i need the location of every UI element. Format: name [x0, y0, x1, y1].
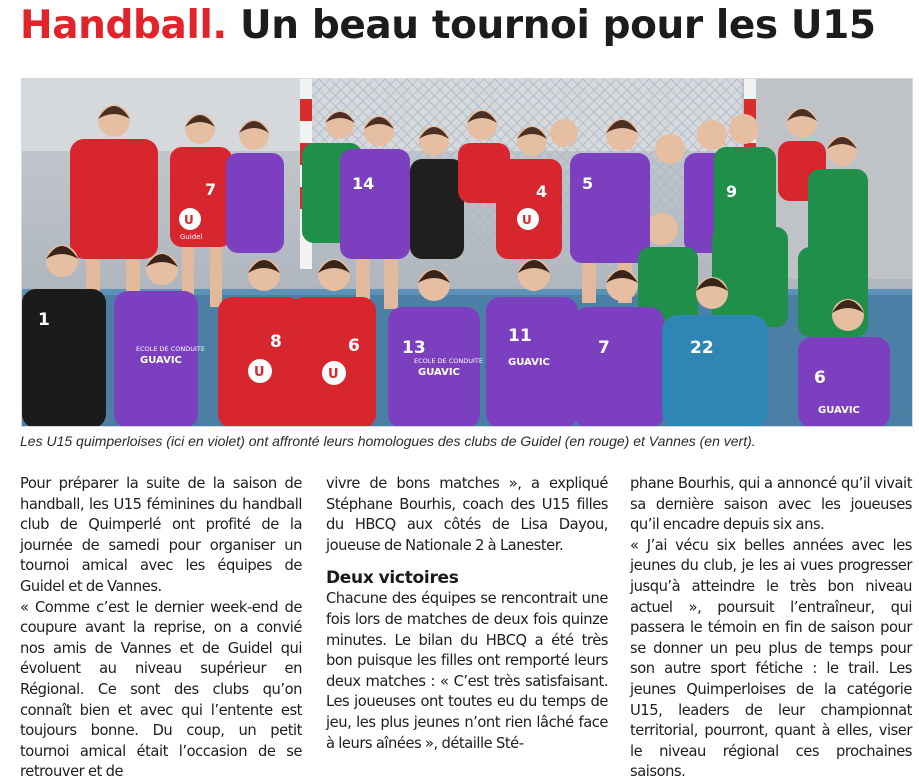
svg-text:U: U — [328, 367, 339, 382]
jersey-number: 22 — [690, 338, 714, 358]
article-column-3 — [630, 474, 912, 783]
jersey-school: ECOLE DE CONDUITE — [414, 357, 484, 365]
headline-kicker: Handball. — [20, 3, 227, 48]
body-paragraph: « J’ai vécu six belles années avec les jeunes du club, je les ai vues progresser jusqu’à atteindre le très bon niveau actuel », poursuit l’entraîneur, qui passera le témoin en fin de saison pour se donner un peu plus de temps pour son autre sport fétiche : le trail. Les jeunes Quimperloises de la catégorie U15, leaders de leur championnat territorial, pourront, quant à elles, viser le niveau régional ces prochaines saisons. — [630, 536, 912, 781]
svg-text:U: U — [254, 365, 265, 380]
body-paragraph: Chacune des équipes se rencontrait une fois lors de matches de deux fois quinze minutes. Le bilan du HBCQ a été très bon puisque les filles ont remporté leurs deux matches : « C’est très satisfaisant. Les joueuses ont toutes eu du temps de jeu, les plus jeunes n’ont rien lâché face à leurs aînées », détaille Sté- — [326, 590, 608, 752]
body-paragraph: phane Bourhis, qui a annoncé qu’il vivait sa dernière saison avec les joueuses qu’il encadre depuis six ans. — [630, 475, 912, 534]
article-column-1 — [20, 474, 302, 783]
jersey-number: 6 — [814, 368, 826, 388]
jersey-school: ECOLE DE CONDUITE — [136, 345, 206, 353]
jersey-sponsor: GUAVIC — [818, 405, 860, 416]
jersey-number: 11 — [508, 326, 532, 346]
body-paragraph: vivre de bons matches », a expliqué Stéphane Bourhis, coach des U15 filles du HBCQ aux côtés de Lisa Dayou, joueuse de Nationale 2 à Lanester. — [326, 475, 608, 554]
jersey-number: 9 — [726, 182, 738, 201]
jersey-number: 6 — [348, 336, 360, 356]
jersey-sponsor: GUAVIC — [508, 357, 550, 368]
jersey-number: 4 — [536, 182, 548, 201]
jersey-sponsor: GUAVIC — [140, 355, 182, 366]
photo-caption: Les U15 quimperloises (ici en violet) ont affronté leurs homologues des clubs de Guidel (en rouge) et Vannes (en vert). — [20, 433, 756, 449]
body-paragraph: « Comme c’est le dernier week-end de coupure avant la reprise, on a convié nos amis de Vannes et de Guidel qui évoluent au niveau supérieur en Régional. Ce sont des clubs qu’on connaît bien et avec qui l’entente est toujours bonne. Du coup, un petit tournoi amical était l’occasion de se retrouver et de — [20, 598, 302, 781]
article-column-2 — [326, 474, 608, 754]
jersey-number: 7 — [598, 338, 610, 358]
jersey-number: 1 — [38, 310, 50, 330]
jersey-number: 8 — [270, 332, 282, 352]
headline-title: Un beau tournoi pour les U15 — [240, 3, 876, 48]
jersey-number: 13 — [402, 338, 426, 358]
subheading: Deux victoires — [326, 568, 459, 589]
jersey-number: 5 — [582, 174, 594, 193]
team-photo — [21, 78, 913, 427]
svg-text:U: U — [184, 213, 194, 227]
svg-text:Guidel: Guidel — [180, 233, 203, 241]
body-paragraph: Pour préparer la suite de la saison de handball, les U15 féminines du handball club de Quimperlé ont profité de la journée de samedi pour organiser un tournoi amical avec les équipes de Guidel et de Vannes. — [20, 475, 302, 595]
jersey-sponsor: GUAVIC — [418, 367, 460, 378]
jersey-number: 14 — [352, 174, 375, 193]
jersey-number: 7 — [205, 180, 217, 199]
article-headline — [20, 2, 876, 50]
svg-text:U: U — [522, 213, 532, 227]
